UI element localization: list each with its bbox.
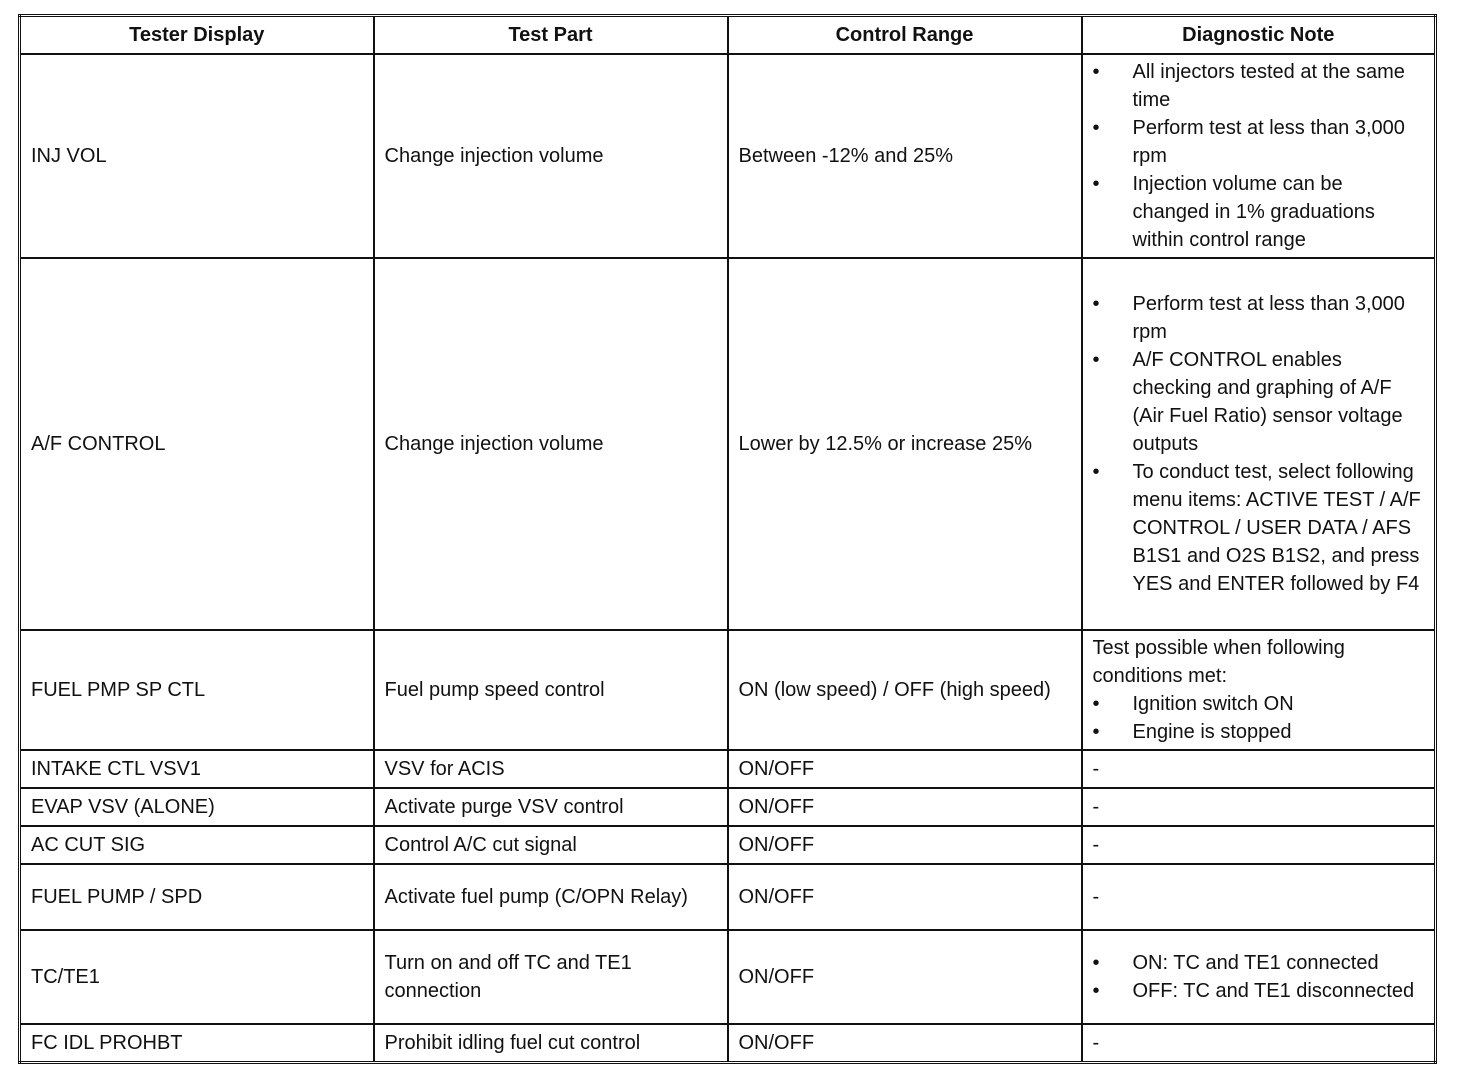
cell-tester-display: INJ VOL xyxy=(20,54,374,258)
note-intro: Test possible when following conditions met: xyxy=(1092,637,1345,687)
diagnostic-table xyxy=(18,14,1437,1064)
table-row xyxy=(20,826,1436,864)
note-list xyxy=(1093,690,1425,746)
note-item: • To conduct test, select following menu items: ACTIVE TEST / A/F CONTROL / USER DATA / AFS B1S1 and O2S B1S2, and press YES and ENTER followed by F4 xyxy=(1093,458,1425,598)
cell-tester-display: FUEL PMP SP CTL xyxy=(20,630,374,750)
note-list xyxy=(1093,58,1425,254)
cell-tester-display: AC CUT SIG xyxy=(20,826,374,864)
cell-diagnostic-note xyxy=(1082,1024,1436,1062)
cell-test-part: Activate fuel pump (C/OPN Relay) xyxy=(374,864,728,930)
note-item: • All injectors tested at the same time xyxy=(1093,58,1425,114)
cell-diagnostic-note xyxy=(1082,930,1436,1024)
cell-test-part: Change injection volume xyxy=(374,258,728,630)
cell-diagnostic-note xyxy=(1082,258,1436,630)
header-diagnostic-note: Diagnostic Note xyxy=(1082,16,1436,55)
cell-test-part: Change injection volume xyxy=(374,54,728,258)
cell-control-range: ON/OFF xyxy=(728,930,1082,1024)
cell-control-range: ON/OFF xyxy=(728,1024,1082,1062)
cell-test-part: Control A/C cut signal xyxy=(374,826,728,864)
cell-diagnostic-note xyxy=(1082,54,1436,258)
cell-control-range: ON/OFF xyxy=(728,864,1082,930)
note-intro: - xyxy=(1092,796,1100,818)
cell-control-range: ON/OFF xyxy=(728,788,1082,826)
note-item: • Perform test at less than 3,000 rpm xyxy=(1093,114,1425,170)
note-list xyxy=(1093,949,1425,1005)
cell-tester-display: A/F CONTROL xyxy=(20,258,374,630)
note-intro: - xyxy=(1092,834,1100,856)
table-row xyxy=(20,630,1436,750)
cell-tester-display: EVAP VSV (ALONE) xyxy=(20,788,374,826)
cell-tester-display: FUEL PUMP / SPD xyxy=(20,864,374,930)
note-intro: - xyxy=(1092,886,1100,908)
table-row xyxy=(20,864,1436,930)
note-intro: - xyxy=(1092,1031,1100,1054)
cell-diagnostic-note xyxy=(1082,750,1436,788)
note-list xyxy=(1093,290,1425,598)
cell-test-part: Fuel pump speed control xyxy=(374,630,728,750)
cell-test-part: Activate purge VSV control xyxy=(374,788,728,826)
cell-diagnostic-note xyxy=(1082,788,1436,826)
note-item: • Ignition switch ON xyxy=(1093,690,1425,718)
header-test-part: Test Part xyxy=(374,16,728,55)
cell-test-part: Turn on and off TC and TE1 connection xyxy=(374,930,728,1024)
cell-test-part: VSV for ACIS xyxy=(374,750,728,788)
cell-control-range: ON/OFF xyxy=(728,750,1082,788)
cell-diagnostic-note xyxy=(1082,630,1436,750)
cell-control-range: Lower by 12.5% or increase 25% xyxy=(728,258,1082,630)
cell-control-range: ON/OFF xyxy=(728,826,1082,864)
header-control-range: Control Range xyxy=(728,16,1082,55)
cell-tester-display: TC/TE1 xyxy=(20,930,374,1024)
note-item: • ON: TC and TE1 connected xyxy=(1093,949,1425,977)
cell-tester-display: FC IDL PROHBT xyxy=(20,1024,374,1062)
note-item: • Injection volume can be changed in 1% graduations within control range xyxy=(1093,170,1425,254)
header-tester-display: Tester Display xyxy=(20,16,374,55)
note-item: • OFF: TC and TE1 disconnected xyxy=(1093,977,1425,1005)
note-intro: - xyxy=(1092,758,1100,780)
cell-control-range: Between -12% and 25% xyxy=(728,54,1082,258)
table-row xyxy=(20,1024,1436,1062)
cell-diagnostic-note xyxy=(1082,864,1436,930)
cell-diagnostic-note xyxy=(1082,826,1436,864)
cell-tester-display: INTAKE CTL VSV1 xyxy=(20,750,374,788)
table-row xyxy=(20,750,1436,788)
table-row xyxy=(20,54,1436,258)
note-item: • A/F CONTROL enables checking and graphing of A/F (Air Fuel Ratio) sensor voltage outputs xyxy=(1093,346,1425,458)
cell-test-part: Prohibit idling fuel cut control xyxy=(374,1024,728,1062)
cell-control-range: ON (low speed) / OFF (high speed) xyxy=(728,630,1082,750)
table-row xyxy=(20,788,1436,826)
table-row xyxy=(20,930,1436,1024)
note-item: • Perform test at less than 3,000 rpm xyxy=(1093,290,1425,346)
note-item: • Engine is stopped xyxy=(1093,718,1425,746)
header-row xyxy=(20,16,1436,55)
table-row xyxy=(20,258,1436,630)
